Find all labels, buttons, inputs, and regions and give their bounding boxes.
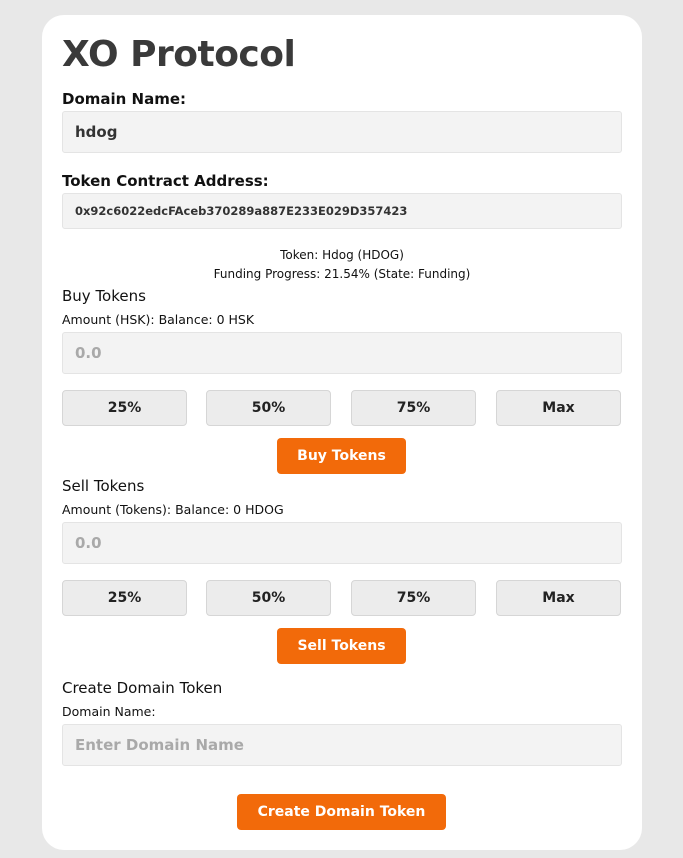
token-contract-value: 0x92c6022edcFAceb370289a887E233E029D357423: [75, 204, 408, 218]
buy-amount-input[interactable]: [62, 332, 622, 374]
domain-name-label: Domain Name:: [62, 90, 187, 108]
create-domain-token-heading: Create Domain Token: [62, 679, 223, 697]
create-domain-name-input[interactable]: [62, 724, 622, 766]
buy-25-percent-button[interactable]: 25%: [62, 390, 187, 426]
create-domain-name-label: Domain Name:: [62, 704, 156, 719]
token-info-line: Token: Hdog (HDOG): [280, 248, 404, 262]
buy-75-percent-button[interactable]: 75%: [351, 390, 476, 426]
main-card: [42, 15, 642, 850]
sell-50-percent-button[interactable]: 50%: [206, 580, 331, 616]
domain-name-value: hdog: [75, 123, 118, 141]
buy-50-percent-button[interactable]: 50%: [206, 390, 331, 426]
domain-name-field[interactable]: [62, 111, 622, 153]
sell-max-button[interactable]: Max: [496, 580, 621, 616]
funding-progress-line: Funding Progress: 21.54% (State: Funding): [213, 267, 471, 281]
token-contract-label: Token Contract Address:: [62, 172, 269, 190]
app-title: XO Protocol: [62, 34, 296, 75]
buy-max-button[interactable]: Max: [496, 390, 621, 426]
token-contract-field[interactable]: [62, 193, 622, 229]
buy-tokens-heading: Buy Tokens: [62, 287, 146, 305]
sell-25-percent-button[interactable]: 25%: [62, 580, 187, 616]
sell-tokens-heading: Sell Tokens: [62, 477, 145, 495]
create-domain-token-button[interactable]: Create Domain Token: [237, 794, 446, 830]
sell-75-percent-button[interactable]: 75%: [351, 580, 476, 616]
buy-amount-label: Amount (HSK): Balance: 0 HSK: [62, 312, 255, 327]
sell-amount-input[interactable]: [62, 522, 622, 564]
sell-amount-label: Amount (Tokens): Balance: 0 HDOG: [62, 502, 284, 517]
sell-tokens-button[interactable]: Sell Tokens: [277, 628, 406, 664]
buy-tokens-button[interactable]: Buy Tokens: [277, 438, 406, 474]
